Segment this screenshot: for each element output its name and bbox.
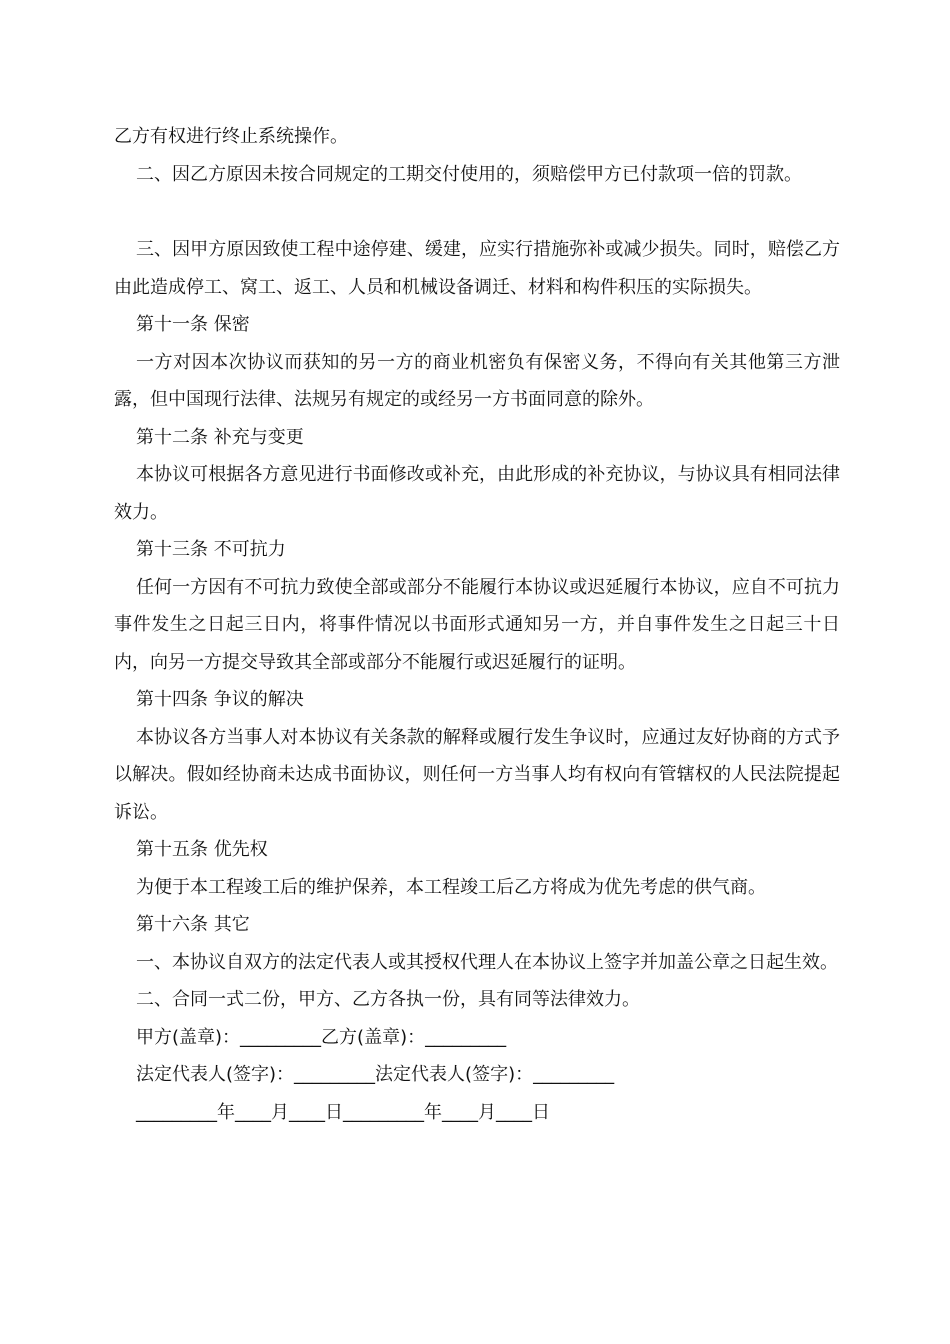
paragraph: 一方对因本次协议而获知的另一方的商业机密负有保密义务，不得向有关其他第三方泄露，但中国现行法律、法规另有规定的或经另一方书面同意的除外。 — [114, 351, 840, 410]
paragraph: 二、因乙方原因未按合同规定的工期交付使用的，须赔偿甲方已付款项一倍的罚款。 — [136, 163, 802, 185]
paragraph: 第十三条 不可抗力 — [136, 539, 286, 560]
top-section — [114, 118, 840, 193]
paragraph: 一、本协议自双方的法定代表人或其授权代理人在本协议上签字并加盖公章之日起生效。 — [136, 951, 838, 973]
paragraph: 本协议可根据各方意见进行书面修改或补充，由此形成的补充协议，与协议具有相同法律效力。 — [114, 464, 840, 523]
paragraph: 二、合同一式二份，甲方、乙方各执一份，具有同等法律效力。 — [136, 989, 640, 1010]
signature-party-line: 甲方(盖章)：_________乙方(盖章)：_________ — [136, 1026, 507, 1048]
paragraph: 第十六条 其它 — [136, 914, 250, 935]
paragraph: 为便于本工程竣工后的维护保养，本工程竣工后乙方将成为优先考虑的供气商。 — [136, 876, 766, 898]
signature-date-line: _________年____月____日_________年____月____日 — [136, 1101, 550, 1123]
paragraph: 本协议各方当事人对本协议有关条款的解释或履行发生争议时，应通过友好协商的方式予以解决。假如经协商未达成书面协议，则任何一方当事人均有权向有管辖权的人民法院提起诉讼。 — [114, 726, 840, 823]
paragraph: 三、因甲方原因致使工程中途停建、缓建，应实行措施弥补或减少损失。同时，赔偿乙方由此造成停工、窝工、返工、人员和机械设备调迁、材料和构件积压的实际损失。 — [114, 239, 840, 298]
main-section — [114, 231, 840, 1019]
paragraph-gap — [114, 193, 840, 231]
signature-representative-line: 法定代表人(签字)：_________法定代表人(签字)：_________ — [136, 1064, 615, 1085]
paragraph: 第十五条 优先权 — [136, 839, 268, 860]
paragraph: 第十四条 争议的解决 — [136, 689, 304, 710]
paragraph: 乙方有权进行终止系统操作。 — [114, 126, 348, 147]
paragraph: 第十二条 补充与变更 — [136, 426, 304, 448]
paragraph: 任何一方因有不可抗力致使全部或部分不能履行本协议或迟延履行本协议，应自不可抗力事件发生之日起三日内，将事件情况以书面形式通知另一方，并自事件发生之日起三十日内，向另一方提交导致其全部或部分不能履行或迟延履行的证明。 — [114, 576, 840, 673]
signature-block — [114, 1019, 840, 1132]
document-body — [114, 118, 840, 1131]
paragraph: 第十一条 保密 — [136, 314, 250, 335]
